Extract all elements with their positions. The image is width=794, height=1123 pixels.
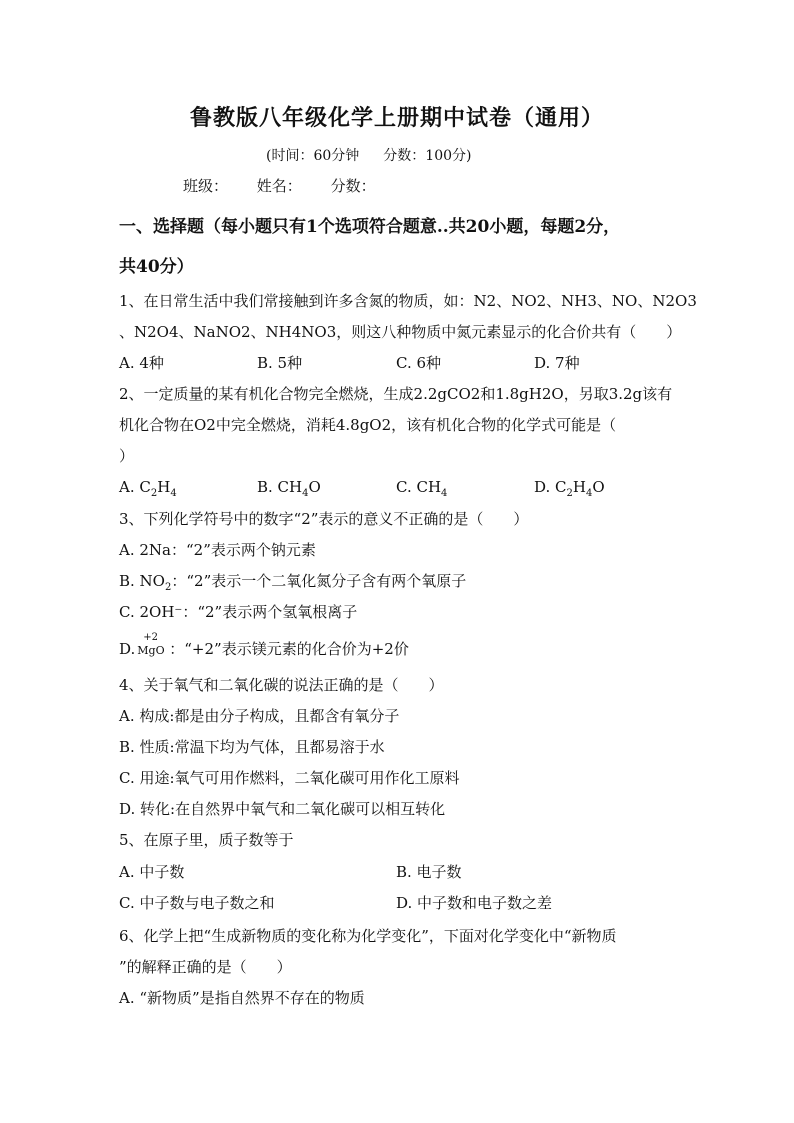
q2-option-a: A. $C_2H_4$ xyxy=(119,478,177,499)
q2-option-c: C. $CH_4$ xyxy=(396,478,448,499)
exam-title: 鲁教版八年级化学上册期中试卷（通用） xyxy=(189,105,604,131)
score-label: 分数： xyxy=(330,177,376,195)
q2-option-d: D. $C_2H_4O$ xyxy=(534,478,605,499)
question-2-text-end: ） xyxy=(119,447,135,465)
q1-option-d: D. 7种 xyxy=(534,354,580,372)
score-info: 分数：100分) xyxy=(383,148,472,164)
exam-time-score xyxy=(266,145,471,165)
question-1-text: 1、在日常生活中我们常接触到许多含氮的物质，如：N2、NO2、NH3、NO、N2O3 xyxy=(119,292,697,310)
q1-option-c: C. 6种 xyxy=(396,354,442,372)
q4-option-c: C. 用途:氧气可用作燃料，二氧化碳可用作化工原料 xyxy=(119,769,460,787)
student-info-line xyxy=(183,175,400,196)
q5-option-b: B. 电子数 xyxy=(396,863,462,881)
q3-option-a: A. 2Na：“2”表示两个钠元素 xyxy=(119,541,316,559)
question-2-text-cont: 机化合物在O2中完全燃烧，消耗4.8gO2，该有机化合物的化学式可能是（ xyxy=(119,416,617,434)
q1-option-a: A. 4种 xyxy=(119,354,164,372)
q3-option-d: D. +2 MgO ：“+2”表示镁元素的化合价为+2价 xyxy=(119,632,409,658)
question-1-text-cont: 、N2O4、NaNO2、NH4NO3，则这八种物质中氮元素显示的化合价共有（ ） xyxy=(119,323,682,341)
question-5-text: 5、在原子里，质子数等于 xyxy=(119,831,294,849)
question-2-text: 2、一定质量的某有机化合物完全燃烧，生成2.2gCO2和1.8gH2O，另取3.2g该有 xyxy=(119,385,673,403)
mgo-formula: +2 MgO xyxy=(137,632,165,657)
question-6-text-cont: ”的解释正确的是（ ） xyxy=(119,958,292,976)
q5-option-c: C. 中子数与电子数之和 xyxy=(119,894,275,912)
q3-option-c: C. 2OH⁻：“2”表示两个氢氧根离子 xyxy=(119,603,358,621)
q1-option-b: B. 5种 xyxy=(257,354,303,372)
q6-option-a: A. “新物质”是指自然界不存在的物质 xyxy=(119,989,365,1007)
section-heading: 一、选择题（每小题只有1个选项符合题意..共20小题，每题2分， xyxy=(119,217,621,237)
q4-option-b: B. 性质:常温下均为气体，且都易溶于水 xyxy=(119,738,385,756)
q5-option-a: A. 中子数 xyxy=(119,863,185,881)
question-4-text: 4、关于氧气和二氧化碳的说法正确的是（ ） xyxy=(119,676,444,694)
question-3-text: 3、下列化学符号中的数字“2”表示的意义不正确的是（ ） xyxy=(119,510,529,528)
class-label: 班级： xyxy=(183,177,229,195)
time-info: (时间：60分钟 xyxy=(266,148,360,164)
name-label: 姓名： xyxy=(256,177,302,195)
q4-option-a: A. 构成:都是由分子构成，且都含有氧分子 xyxy=(119,707,400,725)
section-heading-cont: 共40分） xyxy=(119,257,194,277)
q2-option-b: B. $CH_4O$ xyxy=(257,478,321,499)
q5-option-d: D. 中子数和电子数之差 xyxy=(396,894,553,912)
question-6-text: 6、化学上把“生成新物质的变化称为化学变化”，下面对化学变化中“新物质 xyxy=(119,927,617,945)
q3-option-b: B. $NO_2$：“2”表示一个二氧化氮分子含有两个氧原子 xyxy=(119,572,467,593)
q4-option-d: D. 转化:在自然界中氧气和二氧化碳可以相互转化 xyxy=(119,800,446,818)
